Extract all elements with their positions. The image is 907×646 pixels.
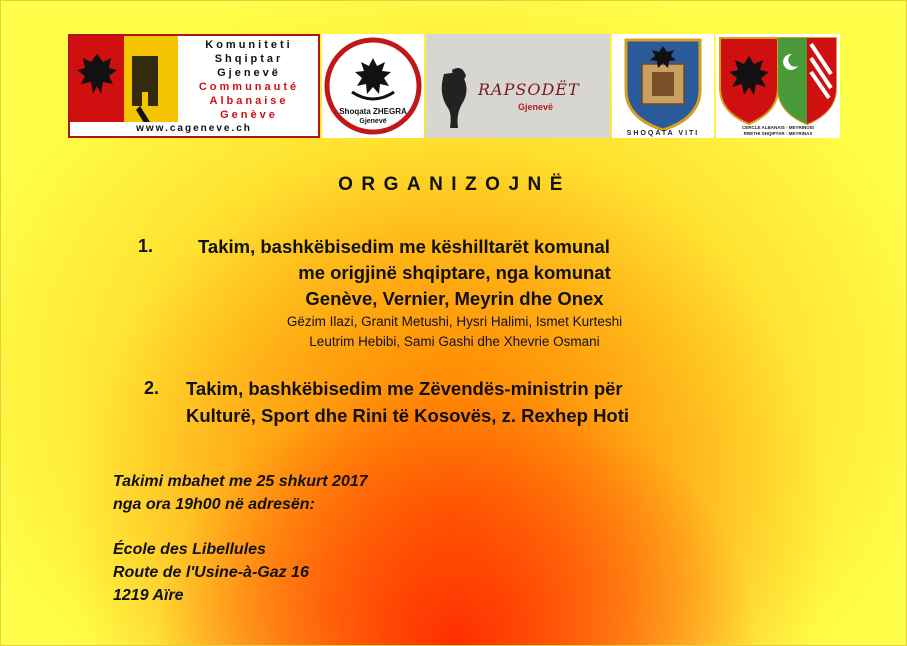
zhegra-emblem-icon (322, 34, 424, 138)
item-1-number: 1. (138, 236, 154, 256)
zhegra-city: Gjenevë (359, 118, 387, 125)
cercle-albanais-meyrinois-logo (716, 34, 840, 138)
rapsodet-city: Gjenevë (518, 102, 554, 112)
item-1-names-1: Gëzim Ilazi, Granit Metushi, Hysri Halimi, Ismet Kurteshi (286, 314, 623, 329)
meyrinois-caption-1: CERCLE ALBANAIS - MEYRINOIS (741, 125, 815, 130)
viti-caption: SHOQATA VITI (626, 130, 700, 137)
venue-name: École des Libellules (113, 541, 266, 558)
logo-strip (68, 34, 840, 138)
venue-city: 1219 Aïre (113, 587, 184, 604)
komuniteti-shqiptar-logo (68, 34, 320, 138)
item-1-line-2: me origjinë shqiptare, nga komunat (298, 262, 611, 283)
item-2-number: 2. (144, 378, 160, 398)
rapsodet-logo (426, 34, 610, 138)
meyrinois-caption-2: RRETHI SHQIPTAR - MEYRINAS (743, 131, 813, 136)
shoqata-viti-logo (612, 34, 714, 138)
page-title: ORGANIZOJNË (338, 174, 571, 195)
logo1-text (180, 38, 318, 122)
venue-street: Route de l'Usine-à-Gaz 16 (113, 564, 309, 581)
item-1-names-2: Leutrim Hebibi, Sami Gashi dhe Xhevrie Osmani (309, 334, 600, 349)
logo1-line-3: Gjenevë (217, 67, 281, 79)
shoqata-zhegra-logo (322, 34, 424, 138)
item-1-line-1: Takim, bashkëbisedim me këshilltarët komunal (198, 236, 610, 257)
logo1-line-1: Komuniteti (205, 39, 293, 51)
logo1-line-6: Genève (220, 109, 278, 121)
logo1-line-2: Shqiptar (214, 53, 284, 65)
meeting-time: nga ora 19h00 në adresën: (113, 496, 315, 513)
item-1-line-3: Genève, Vernier, Meyrin dhe Onex (305, 288, 604, 309)
logo1-line-5: Albanaise (209, 95, 289, 107)
logo1-url: www.cageneve.ch (70, 122, 318, 136)
viti-shield-icon (612, 34, 714, 138)
meeting-date: Takimi mbahet me 25 shkurt 2017 (113, 473, 368, 490)
twin-shields-icon (716, 34, 840, 138)
albania-geneva-flag-icon (70, 36, 178, 136)
zhegra-name: Shoqata ZHEGRA (339, 107, 407, 116)
item-2-line-2: Kulturë, Sport dhe Rini të Kosovës, z. Rexhep Hoti (186, 405, 630, 426)
rapsodet-name: RAPSODËT (478, 80, 580, 99)
logo1-line-4: Communauté (198, 81, 300, 93)
item-2-line-1: Takim, bashkëbisedim me Zëvendës-ministrin për (186, 378, 623, 399)
meyrinois-caption (716, 125, 840, 137)
